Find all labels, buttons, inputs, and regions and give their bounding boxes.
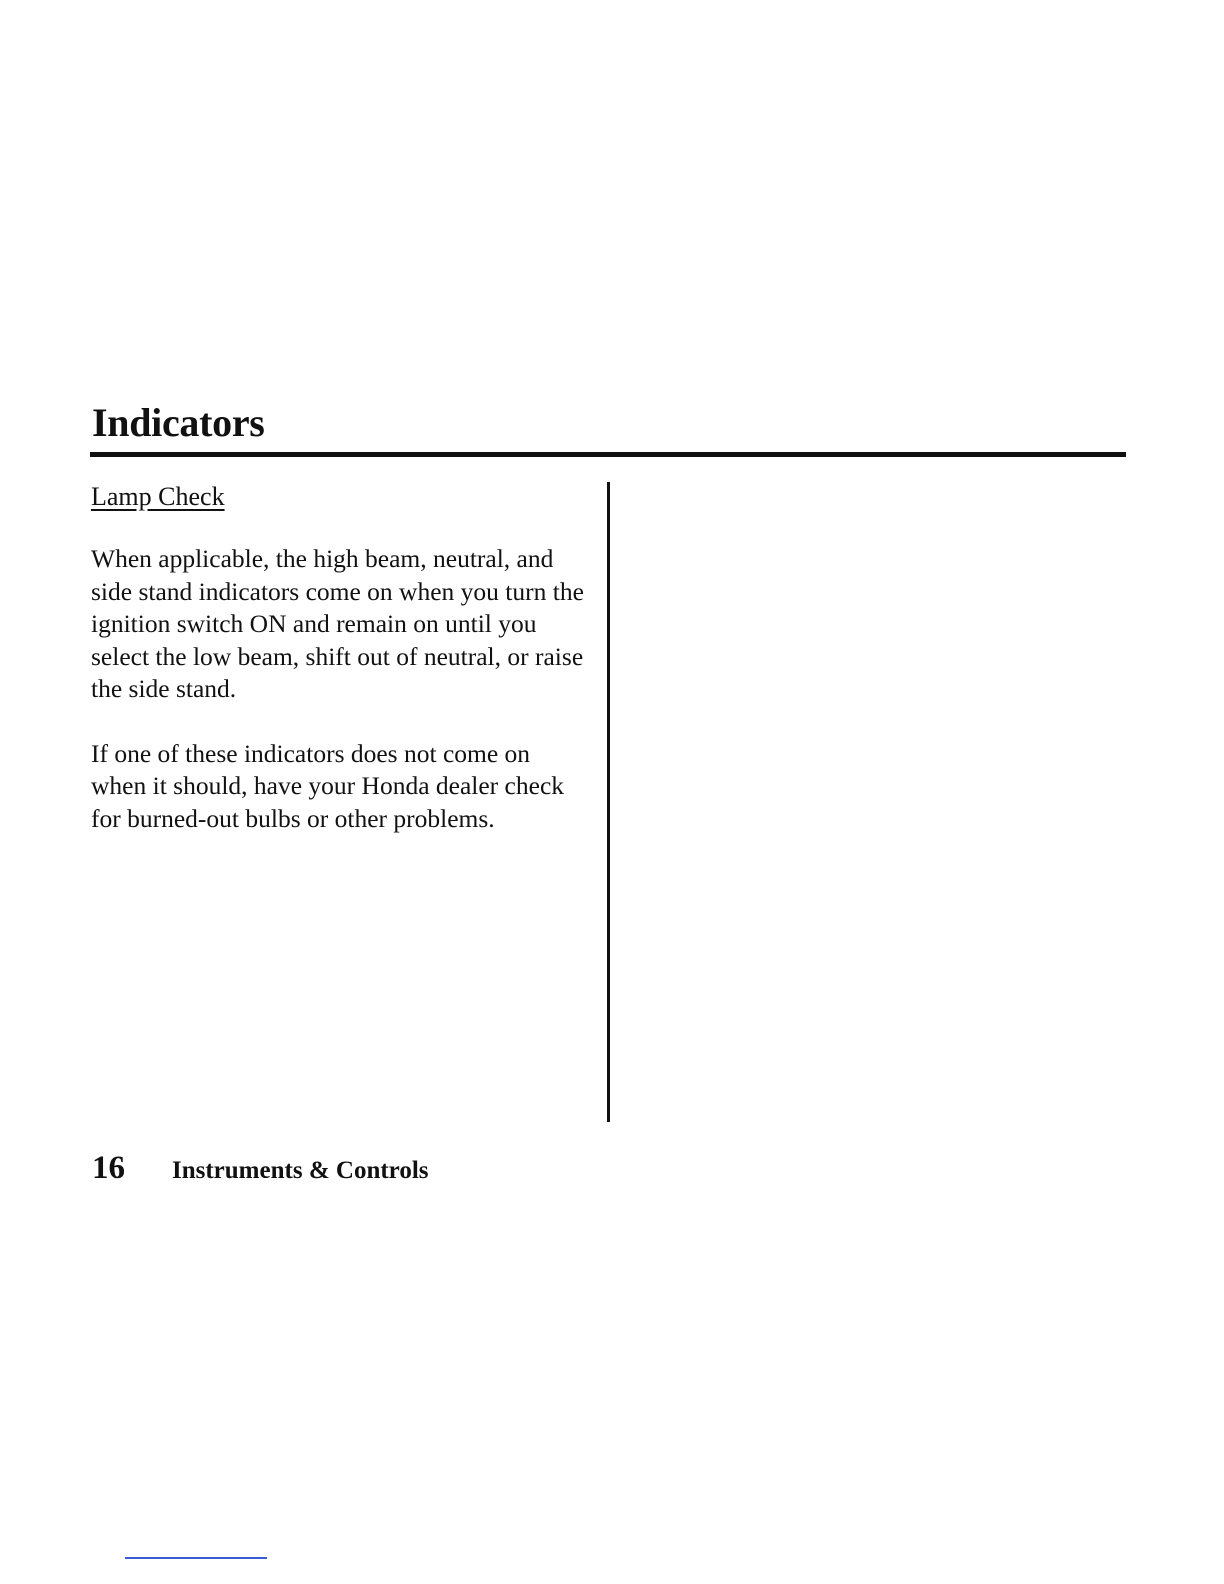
paragraph-2: If one of these indicators does not come on when it should, have your Honda dealer check for burned-out bulbs or other problems. [91,738,565,833]
page-title: Indicators [92,400,265,445]
column-divider [607,482,610,1122]
left-column [91,481,591,867]
section-heading-lamp-check: Lamp Check [91,482,225,511]
footer-section-name: Instruments & Controls [172,1157,429,1184]
title-rule [90,452,1126,457]
bottom-mark [125,1557,267,1559]
page-footer [92,1150,429,1187]
page-number: 16 [92,1150,125,1186]
paragraph-1: When applicable, the high beam, neutral, and side stand indicators come on when you turn the ignition switch ON and remain on until you select the low beam, shift out of neutral, or raise the side stand. [91,544,584,703]
